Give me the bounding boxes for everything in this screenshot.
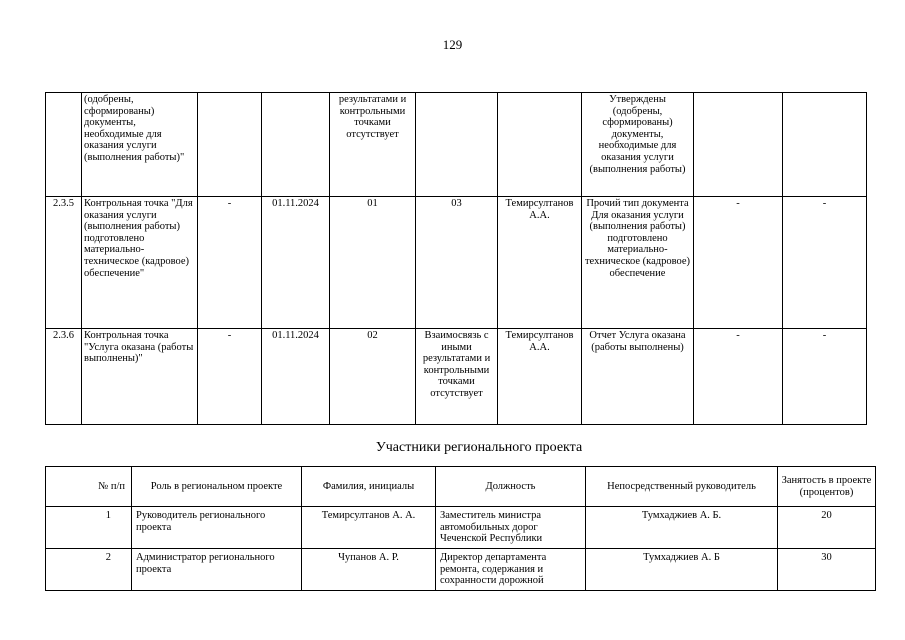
cell-doc: Отчет Услуга оказана (работы выполнены): [582, 329, 694, 425]
cell-base: -: [198, 197, 262, 329]
table-row: [46, 93, 867, 197]
cell-sys1: [694, 93, 783, 197]
control-points-table: [45, 92, 867, 425]
cell-base: [198, 93, 262, 197]
cell-link: Взаимосвязь с иными результатами и контрольными точками отсутствует: [416, 329, 498, 425]
cell-sys1: -: [694, 197, 783, 329]
cell-link: [416, 93, 498, 197]
cell-role: Руководитель регионального проекта: [132, 507, 302, 549]
table-row: [46, 549, 876, 591]
cell-name: Контрольная точка "Для оказания услуги (выполнения работы) подготовлено материально-техническое (кадровое) обеспечение": [82, 197, 198, 329]
cell-resp: Темирсултанов А.А.: [498, 329, 582, 425]
cell-position: Заместитель министра автомобильных дорог Чеченской Республики: [436, 507, 586, 549]
column-header: Роль в региональном проекте: [132, 467, 302, 507]
table-header-row: [46, 467, 876, 507]
cell-sys1: -: [694, 329, 783, 425]
cell-sys2: [783, 93, 867, 197]
cell-position: Директор департамента ремонта, содержания и сохранности дорожной: [436, 549, 586, 591]
cell-role: Администратор регионального проекта: [132, 549, 302, 591]
cell-date: 01.11.2024: [262, 197, 330, 329]
cell-prev: результатами и контрольными точками отсутствует: [330, 93, 416, 197]
table-row: [46, 197, 867, 329]
cell-sys2: -: [783, 197, 867, 329]
column-header: Занятость в проекте (процентов): [778, 467, 876, 507]
section-title: Участники регионального проекта: [375, 440, 583, 455]
cell-doc: Утверждены (одобрены, сформированы) документы, необходимые для оказания услуги (выполнения работы): [582, 93, 694, 197]
cell-load: 20: [778, 507, 876, 549]
cell-doc: Прочий тип документа Для оказания услуги (выполнения работы) подготовлено материально-техническое (кадровое) обеспечение: [582, 197, 694, 329]
cell-load: 30: [778, 549, 876, 591]
cell-name: Темирсултанов А. А.: [302, 507, 436, 549]
cell-num: 2.3.6: [46, 329, 82, 425]
cell-num: [46, 93, 82, 197]
cell-resp: [498, 93, 582, 197]
cell-link: 03: [416, 197, 498, 329]
cell-resp: Темирсултанов А.А.: [498, 197, 582, 329]
cell-prev: 01: [330, 197, 416, 329]
cell-name: (одобрены, сформированы) документы, необходимые для оказания услуги (выполнения работы)": [82, 93, 198, 197]
cell-date: [262, 93, 330, 197]
cell-base: -: [198, 329, 262, 425]
cell-sys2: -: [783, 329, 867, 425]
cell-prev: 02: [330, 329, 416, 425]
table-row: [46, 329, 867, 425]
cell-date: 01.11.2024: [262, 329, 330, 425]
cell-num: 2: [46, 549, 132, 591]
column-header: Должность: [436, 467, 586, 507]
participants-table: [45, 466, 876, 591]
table-row: [46, 507, 876, 549]
column-header: Непосредственный руководитель: [586, 467, 778, 507]
cell-manager: Тумхаджиев А. Б: [586, 549, 778, 591]
cell-manager: Тумхаджиев А. Б.: [586, 507, 778, 549]
cell-num: 1: [46, 507, 132, 549]
cell-num: 2.3.5: [46, 197, 82, 329]
cell-name: Чупанов А. Р.: [302, 549, 436, 591]
column-header: Фамилия, инициалы: [302, 467, 436, 507]
page-number: 129: [442, 37, 463, 52]
column-header: № п/п: [46, 467, 132, 507]
cell-name: Контрольная точка "Услуга оказана (работы выполнены)": [82, 329, 198, 425]
